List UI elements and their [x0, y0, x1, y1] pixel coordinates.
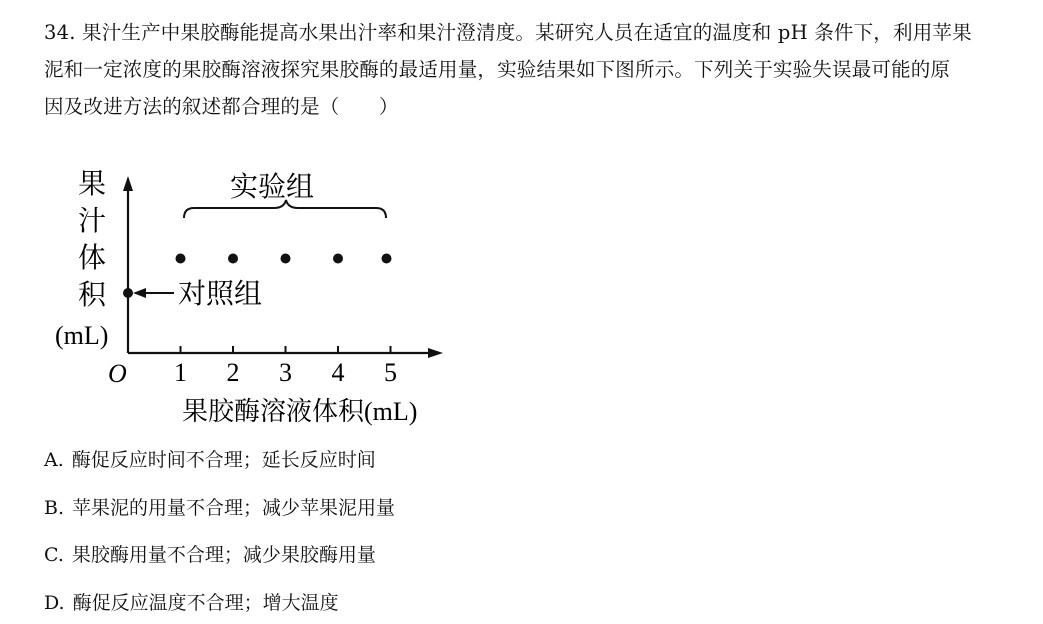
x-tick-label-3: 3 [279, 358, 292, 387]
y-label-char-4: 积 [78, 278, 107, 311]
experimental-point-1 [176, 254, 186, 264]
x-axis-label: 果胶酶溶液体积(mL) [182, 397, 418, 426]
option-c[interactable] [44, 537, 944, 585]
y-label-char-3: 体 [78, 241, 107, 274]
option-a-letter: A. [44, 449, 64, 471]
option-d[interactable] [44, 585, 944, 624]
control-point [123, 288, 133, 298]
option-d-text: 酶促反应温度不合理；增大温度 [72, 591, 339, 614]
question-stem [44, 14, 1034, 125]
option-b-letter: B. [44, 496, 65, 519]
option-c-letter: C. [44, 544, 64, 566]
experimental-point-2 [228, 254, 238, 264]
x-tick-label-4: 4 [331, 358, 345, 387]
experimental-group-label: 实验组 [230, 170, 315, 203]
experimental-points [176, 254, 392, 264]
experimental-point-5 [382, 254, 392, 264]
x-tick-label-5: 5 [384, 358, 397, 387]
y-axis-arrow [123, 176, 133, 191]
y-label-unit: (mL) [55, 321, 109, 350]
x-axis-arrow [428, 348, 443, 358]
option-b-text: 苹果泥的用量不合理；减少苹果泥用量 [72, 496, 396, 519]
answer-options [44, 442, 944, 624]
x-tick-label-1: 1 [174, 358, 187, 387]
option-a[interactable] [44, 442, 944, 490]
experiment-chart [40, 158, 510, 438]
question-line-1: 34. 果汁生产中果胶酶能提高水果出汁率和果汁澄清度。某研究人员在适宜的温度和 pH 条件下，利用苹果 [44, 21, 972, 44]
control-group-label: 对照组 [178, 277, 263, 310]
y-label-char-1: 果 [78, 167, 107, 200]
x-tick-label-2: 2 [226, 358, 240, 387]
option-b[interactable] [44, 490, 944, 538]
question-line-2: 泥和一定浓度的果胶酶溶液探究果胶酶的最适用量，实验结果如下图所示。下列关于实验失误最可能的原 [44, 58, 951, 81]
control-points [123, 288, 133, 298]
origin-label: O [108, 359, 127, 388]
question-line-3: 因及改进方法的叙述都合理的是（ ） [44, 95, 399, 118]
y-label-char-2: 汁 [78, 204, 107, 237]
option-d-letter: D. [44, 591, 65, 614]
option-c-text: 果胶酶用量不合理；减少果胶酶用量 [71, 544, 376, 566]
experimental-point-4 [333, 254, 343, 264]
control-pointer-arrowhead [133, 288, 146, 298]
experimental-point-3 [281, 254, 291, 264]
option-a-text: 酶促反应时间不合理；延长反应时间 [71, 449, 376, 471]
experimental-group-brace [184, 200, 386, 218]
